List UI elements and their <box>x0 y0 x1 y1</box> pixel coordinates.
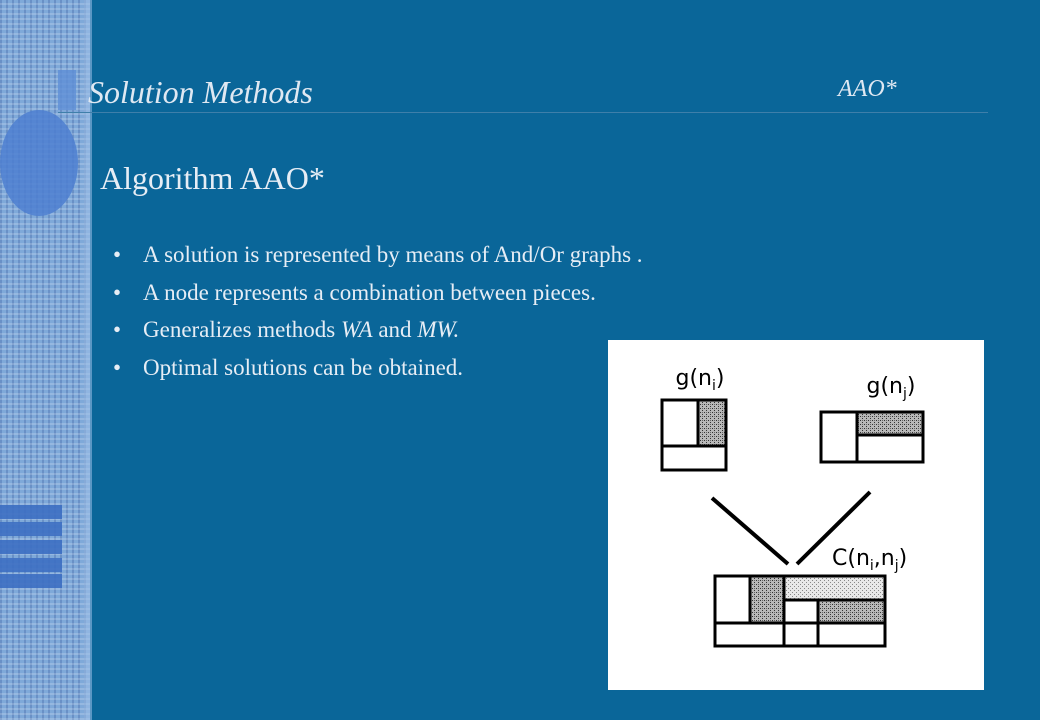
label-left: $g(n_i)$ <box>675 366 725 394</box>
piece-left <box>662 400 726 470</box>
piece-right <box>821 412 923 462</box>
piece-combined <box>715 576 885 646</box>
bullet-item: • A solution is represented by means of And/Or graphs . <box>113 242 643 267</box>
title-divider <box>58 112 988 113</box>
bullet-item: • Generalizes methods WA and MW. <box>113 317 460 342</box>
label-combined: $C(n_i,n_j)$ <box>832 546 908 574</box>
slide-subtitle: Algorithm AAO* <box>100 160 325 196</box>
combination-diagram <box>608 340 984 690</box>
bullet-item: • Optimal solutions can be obtained. <box>113 354 464 380</box>
bullet-list <box>113 236 643 386</box>
bullet-item: • A node represents a combination between pieces. <box>113 279 596 305</box>
label-right: $g(n_j)$ <box>866 374 916 402</box>
slide-title: Solution Methods <box>88 74 313 110</box>
section-tag: AAO* <box>838 76 897 102</box>
